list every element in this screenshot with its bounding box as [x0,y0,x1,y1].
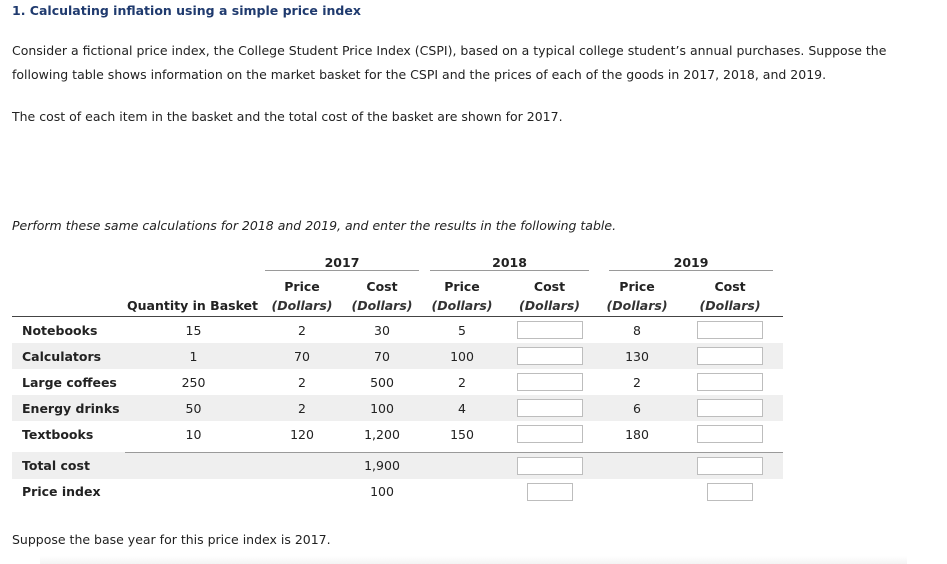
cost-2018-input[interactable] [517,399,583,417]
cost-2017-value: 500 [370,374,394,390]
cspi-table [12,251,783,505]
cost-2017-value: 100 [342,395,422,421]
unit-label: (Dollars) [597,294,677,317]
total-cost-2019-input[interactable] [697,457,763,475]
row-label: Notebooks [22,322,98,338]
price-2019-value: 6 [597,395,677,421]
quantity-value: 10 [185,426,202,442]
year-2017-header: 2017 [265,255,419,271]
price-2018-value: 100 [422,343,502,369]
cost-2019-input[interactable] [697,425,763,443]
year-2019-header: 2019 [609,255,773,271]
row-label: Large coffees [22,374,117,390]
unit-label: (Dollars) [422,294,502,317]
price-2017-value: 2 [298,322,306,338]
cost-2019-input[interactable] [697,347,763,365]
price-index-label: Price index [22,484,101,499]
table-row [12,317,783,344]
table-row [12,343,783,369]
price-2019-header: Price [619,279,655,294]
price-2017-header: Price [284,279,320,294]
cost-2017-value: 30 [374,322,390,338]
table-row [12,395,783,421]
unit-label: (Dollars) [262,294,342,317]
cost-2019-input[interactable] [697,373,763,391]
price-index-2017: 100 [370,484,394,499]
price-2019-value: 130 [597,343,677,369]
row-label: Calculators [12,343,125,369]
row-label: Textbooks [22,426,94,442]
cost-2018-header: Cost [533,279,566,294]
price-index-row [12,479,783,505]
price-2019-value: 8 [633,322,641,338]
cost-2019-input[interactable] [697,399,763,417]
cost-2018-input[interactable] [517,373,583,391]
price-2017-value: 120 [290,426,314,442]
quantity-value: 1 [125,343,262,369]
price-2018-value: 2 [458,374,466,390]
price-2017-value: 2 [262,395,342,421]
price-2019-value: 180 [625,426,649,442]
price-index-2019-input[interactable] [707,483,753,501]
quantity-value: 250 [181,374,206,390]
price-2018-value: 5 [458,322,466,338]
total-cost-2018-input[interactable] [517,457,583,475]
quantity-value: 15 [185,322,202,338]
total-cost-2017: 1,900 [342,452,422,479]
quantity-header: Quantity in Basket [125,294,262,317]
cost-2017-value: 1,200 [364,426,400,442]
cost-2017-header: Cost [366,279,398,294]
base-year-note: Suppose the base year for this price index is 2017. [12,532,331,547]
price-2019-value: 2 [633,374,641,390]
intro-paragraph: Consider a fictional price index, the College Student Price Index (CSPI), based on a typical college student’s annual purchases. Suppose the following table shows information on the market basket for the CSPI and the prices of each of the goods in 2017, 2018, and 2019. [12,43,887,82]
cost-2019-header: Cost [714,279,746,294]
question-title: 1. Calculating inflation using a simple price index [12,3,361,18]
price-2018-value: 4 [422,395,502,421]
total-cost-row [12,452,783,479]
quantity-value: 50 [125,395,262,421]
total-cost-label: Total cost [12,452,125,479]
price-2018-value: 150 [450,426,474,442]
cost-2018-input[interactable] [517,347,583,365]
price-2018-header: Price [444,279,480,294]
instruction-text: Perform these same calculations for 2018 and 2019, and enter the results in the following table. [12,218,617,233]
cost-note: The cost of each item in the basket and the total cost of the basket are shown for 2017. [12,109,563,124]
unit-label: (Dollars) [502,294,597,317]
cost-2018-input[interactable] [517,321,583,339]
unit-label: (Dollars) [677,294,783,317]
year-2018-header: 2018 [430,255,589,271]
table-row [12,369,783,395]
table-row [12,421,783,447]
unit-label: (Dollars) [342,294,422,317]
row-label: Energy drinks [12,395,125,421]
price-2017-value: 2 [298,374,306,390]
price-2017-value: 70 [262,343,342,369]
cost-2018-input[interactable] [517,425,583,443]
cost-2017-value: 70 [342,343,422,369]
bottom-shadow [40,556,907,564]
price-index-2018-input[interactable] [527,483,573,501]
cost-2019-input[interactable] [697,321,763,339]
